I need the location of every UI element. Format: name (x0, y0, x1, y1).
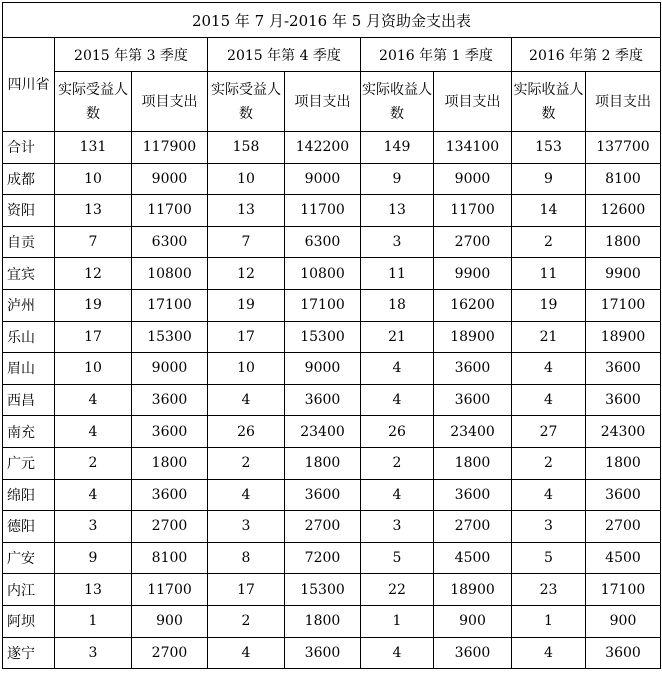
beneficiaries-cell: 14 (512, 195, 586, 227)
beneficiaries-cell: 10 (208, 163, 285, 195)
expenditure-cell: 18900 (434, 574, 512, 606)
region-header: 四川省 (3, 38, 55, 132)
expenditure-cell: 2700 (132, 637, 208, 669)
expenditure-cell: 10800 (132, 258, 208, 290)
quarter-header: 2016 年第 1 季度 (361, 38, 512, 72)
beneficiaries-cell: 4 (512, 479, 586, 511)
beneficiaries-cell: 4 (512, 353, 586, 385)
beneficiaries-cell: 10 (55, 163, 132, 195)
expenditure-cell: 2700 (434, 226, 512, 258)
expenditure-cell: 16200 (434, 289, 512, 321)
expenditure-cell: 3600 (434, 384, 512, 416)
expenditure-cell: 142200 (285, 132, 361, 164)
expenditure-cell: 11700 (285, 195, 361, 227)
expenditure-cell: 1800 (132, 447, 208, 479)
table-row (3, 226, 661, 258)
region-name: 泸州 (3, 289, 55, 321)
expenditure-cell: 9900 (434, 258, 512, 290)
beneficiaries-cell: 9 (55, 542, 132, 574)
beneficiaries-cell: 19 (208, 289, 285, 321)
beneficiaries-header: 实际受益人数 (208, 72, 285, 132)
table-row (3, 574, 661, 606)
expenditure-cell: 23400 (285, 416, 361, 448)
expenditure-cell: 6300 (132, 226, 208, 258)
beneficiaries-cell: 19 (55, 289, 132, 321)
beneficiaries-cell: 158 (208, 132, 285, 164)
beneficiaries-cell: 2 (55, 447, 132, 479)
beneficiaries-cell: 3 (55, 637, 132, 669)
expenditure-cell: 2700 (434, 511, 512, 543)
region-name: 德阳 (3, 511, 55, 543)
expenditure-cell: 8100 (132, 542, 208, 574)
region-name: 西昌 (3, 384, 55, 416)
expenditure-cell: 11700 (132, 195, 208, 227)
expenditure-cell: 3600 (434, 353, 512, 385)
beneficiaries-cell: 26 (208, 416, 285, 448)
table-title: 2015 年 7 月-2016 年 5 月资助金支出表 (3, 3, 661, 38)
expenditure-cell: 15300 (285, 574, 361, 606)
expenditure-cell: 18900 (586, 321, 661, 353)
beneficiaries-cell: 4 (512, 637, 586, 669)
region-name: 宜宾 (3, 258, 55, 290)
beneficiaries-cell: 9 (512, 163, 586, 195)
beneficiaries-cell: 19 (512, 289, 586, 321)
beneficiaries-cell: 22 (361, 574, 434, 606)
expenditure-header: 项目支出 (285, 72, 361, 132)
expenditure-cell: 900 (434, 605, 512, 637)
beneficiaries-cell: 2 (512, 447, 586, 479)
table-row (3, 289, 661, 321)
beneficiaries-cell: 4 (55, 384, 132, 416)
beneficiaries-cell: 27 (512, 416, 586, 448)
expenditure-cell: 11700 (132, 574, 208, 606)
expenditure-cell: 134100 (434, 132, 512, 164)
beneficiaries-cell: 13 (208, 195, 285, 227)
expenditure-cell: 3600 (132, 384, 208, 416)
quarter-header: 2015 年第 4 季度 (208, 38, 361, 72)
region-name: 广元 (3, 447, 55, 479)
region-name: 乐山 (3, 321, 55, 353)
table-row (3, 511, 661, 543)
region-name: 阿坝 (3, 605, 55, 637)
beneficiaries-header: 实际收益人数 (361, 72, 434, 132)
beneficiaries-cell: 17 (55, 321, 132, 353)
beneficiaries-cell: 2 (512, 226, 586, 258)
beneficiaries-cell: 1 (361, 605, 434, 637)
beneficiaries-cell: 2 (208, 447, 285, 479)
beneficiaries-cell: 153 (512, 132, 586, 164)
beneficiaries-cell: 5 (361, 542, 434, 574)
expenditure-cell: 1800 (586, 447, 661, 479)
expenditure-cell: 1800 (285, 605, 361, 637)
expenditure-cell: 6300 (285, 226, 361, 258)
beneficiaries-header: 实际受益人数 (55, 72, 132, 132)
beneficiaries-cell: 21 (512, 321, 586, 353)
expenditure-cell: 900 (586, 605, 661, 637)
beneficiaries-cell: 17 (208, 574, 285, 606)
expenditure-header: 项目支出 (434, 72, 512, 132)
expenditure-cell: 9000 (132, 353, 208, 385)
expenditure-cell: 3600 (434, 637, 512, 669)
expenditure-cell: 15300 (132, 321, 208, 353)
table-row (3, 479, 661, 511)
region-name: 成都 (3, 163, 55, 195)
region-name: 自贡 (3, 226, 55, 258)
expenditure-cell: 10800 (285, 258, 361, 290)
beneficiaries-cell: 131 (55, 132, 132, 164)
beneficiaries-cell: 3 (208, 511, 285, 543)
region-name: 绵阳 (3, 479, 55, 511)
expenditure-cell: 23400 (434, 416, 512, 448)
beneficiaries-cell: 3 (55, 511, 132, 543)
beneficiaries-cell: 10 (208, 353, 285, 385)
table-row (3, 416, 661, 448)
quarter-header: 2015 年第 3 季度 (55, 38, 208, 72)
region-name: 资阳 (3, 195, 55, 227)
expenditure-cell: 3600 (285, 384, 361, 416)
expenditure-cell: 18900 (434, 321, 512, 353)
expenditure-cell: 3600 (586, 637, 661, 669)
beneficiaries-cell: 13 (55, 195, 132, 227)
expenditure-cell: 9000 (132, 163, 208, 195)
expenditure-cell: 17100 (586, 574, 661, 606)
expenditure-cell: 137700 (586, 132, 661, 164)
beneficiaries-cell: 7 (208, 226, 285, 258)
beneficiaries-cell: 10 (55, 353, 132, 385)
beneficiaries-cell: 26 (361, 416, 434, 448)
expenditure-cell: 9000 (285, 163, 361, 195)
expenditure-cell: 11700 (434, 195, 512, 227)
table-row (3, 384, 661, 416)
expenditure-cell: 1800 (285, 447, 361, 479)
beneficiaries-cell: 11 (512, 258, 586, 290)
beneficiaries-cell: 21 (361, 321, 434, 353)
quarter-header: 2016 年第 2 季度 (512, 38, 661, 72)
beneficiaries-cell: 2 (208, 605, 285, 637)
region-name: 遂宁 (3, 637, 55, 669)
expenditure-cell: 12600 (586, 195, 661, 227)
expenditure-cell: 3600 (132, 479, 208, 511)
region-name: 眉山 (3, 353, 55, 385)
expenditure-header: 项目支出 (132, 72, 208, 132)
expenditure-cell: 3600 (285, 637, 361, 669)
beneficiaries-cell: 3 (361, 511, 434, 543)
table-row (3, 258, 661, 290)
beneficiaries-cell: 12 (208, 258, 285, 290)
expenditure-cell: 3600 (586, 353, 661, 385)
table-row (3, 195, 661, 227)
table-body (3, 132, 661, 669)
table-row (3, 163, 661, 195)
beneficiaries-cell: 17 (208, 321, 285, 353)
beneficiaries-cell: 1 (55, 605, 132, 637)
beneficiaries-cell: 4 (55, 416, 132, 448)
beneficiaries-cell: 18 (361, 289, 434, 321)
expenditure-cell: 3600 (434, 479, 512, 511)
expenditure-cell: 1800 (434, 447, 512, 479)
beneficiaries-cell: 9 (361, 163, 434, 195)
table-row (3, 447, 661, 479)
table-row (3, 605, 661, 637)
expenditure-cell: 3600 (586, 384, 661, 416)
beneficiaries-cell: 13 (55, 574, 132, 606)
expenditure-cell: 17100 (285, 289, 361, 321)
beneficiaries-cell: 4 (361, 384, 434, 416)
region-name: 内江 (3, 574, 55, 606)
expenditure-cell: 8100 (586, 163, 661, 195)
region-name: 广安 (3, 542, 55, 574)
fund-expenditure-table (2, 2, 661, 669)
beneficiaries-header: 实际收益人数 (512, 72, 586, 132)
region-name: 合计 (3, 132, 55, 164)
expenditure-cell: 4500 (434, 542, 512, 574)
expenditure-cell: 9900 (586, 258, 661, 290)
beneficiaries-cell: 3 (361, 226, 434, 258)
beneficiaries-cell: 23 (512, 574, 586, 606)
expenditure-cell: 3600 (586, 479, 661, 511)
table-row (3, 321, 661, 353)
expenditure-cell: 117900 (132, 132, 208, 164)
expenditure-cell: 7200 (285, 542, 361, 574)
beneficiaries-cell: 4 (512, 384, 586, 416)
expenditure-cell: 3600 (132, 416, 208, 448)
expenditure-cell: 17100 (132, 289, 208, 321)
expenditure-cell: 9000 (434, 163, 512, 195)
table-row (3, 132, 661, 164)
beneficiaries-cell: 7 (55, 226, 132, 258)
expenditure-cell: 4500 (586, 542, 661, 574)
beneficiaries-cell: 4 (208, 479, 285, 511)
expenditure-cell: 2700 (132, 511, 208, 543)
region-name: 南充 (3, 416, 55, 448)
beneficiaries-cell: 2 (361, 447, 434, 479)
beneficiaries-cell: 8 (208, 542, 285, 574)
beneficiaries-cell: 3 (512, 511, 586, 543)
expenditure-cell: 2700 (285, 511, 361, 543)
expenditure-cell: 2700 (586, 511, 661, 543)
expenditure-cell: 3600 (285, 479, 361, 511)
beneficiaries-cell: 4 (361, 353, 434, 385)
beneficiaries-cell: 12 (55, 258, 132, 290)
expenditure-cell: 900 (132, 605, 208, 637)
table-row (3, 637, 661, 669)
beneficiaries-cell: 5 (512, 542, 586, 574)
expenditure-cell: 24300 (586, 416, 661, 448)
beneficiaries-cell: 4 (208, 384, 285, 416)
expenditure-cell: 1800 (586, 226, 661, 258)
expenditure-cell: 9000 (285, 353, 361, 385)
beneficiaries-cell: 4 (208, 637, 285, 669)
beneficiaries-cell: 11 (361, 258, 434, 290)
beneficiaries-cell: 4 (361, 479, 434, 511)
beneficiaries-cell: 4 (361, 637, 434, 669)
expenditure-cell: 17100 (586, 289, 661, 321)
expenditure-cell: 15300 (285, 321, 361, 353)
beneficiaries-cell: 13 (361, 195, 434, 227)
beneficiaries-cell: 1 (512, 605, 586, 637)
beneficiaries-cell: 4 (55, 479, 132, 511)
beneficiaries-cell: 149 (361, 132, 434, 164)
expenditure-header: 项目支出 (586, 72, 661, 132)
table-row (3, 542, 661, 574)
table-row (3, 353, 661, 385)
